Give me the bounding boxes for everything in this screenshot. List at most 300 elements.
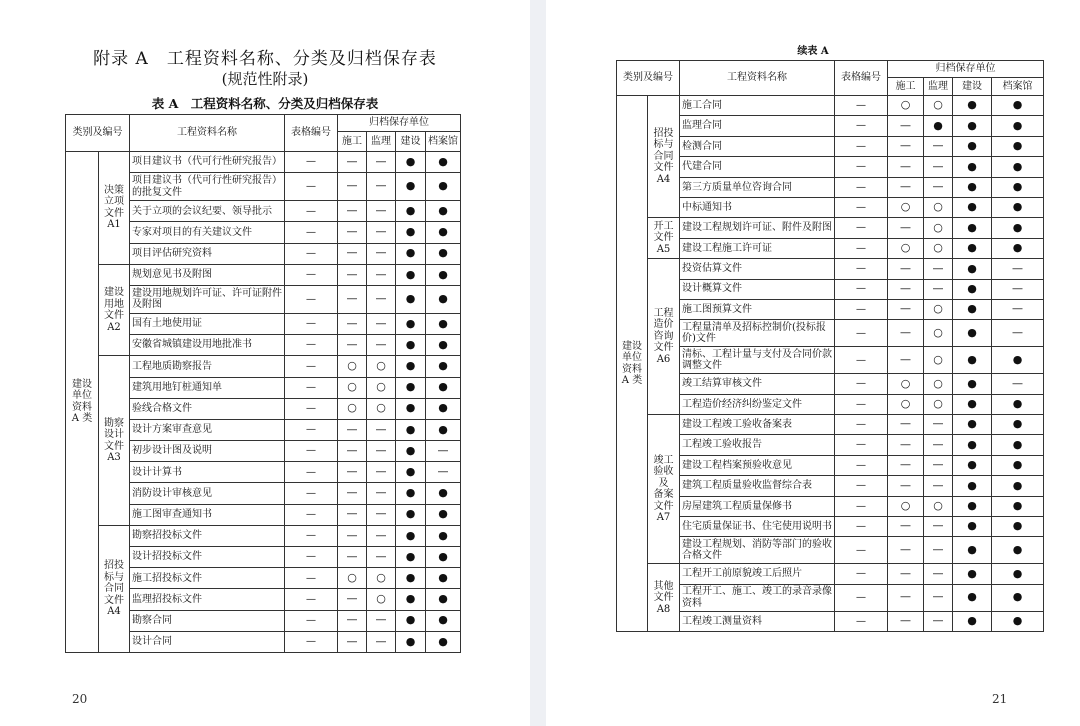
archive-mark: ● [1012,417,1023,431]
archive-mark: ● [1012,159,1023,173]
mark-cell-owner [953,435,992,455]
form-number-cell: — [285,152,338,173]
form-number-cell: — [285,173,338,201]
document-name-cell: 代建合同 [680,157,835,177]
mark-cell-construction [888,347,924,374]
archive-mark: ● [967,352,977,366]
document-name-cell: 清标、工程计量与支付及合同价款调整文件 [680,347,835,374]
archive-mark: — [932,139,944,153]
mark-cell-owner [953,415,992,435]
mark-cell-construction [888,435,924,455]
mark-cell-construction [888,259,924,279]
table-row [617,157,1044,177]
mark-cell-owner [396,589,426,610]
mark-cell-archive [992,415,1044,435]
table-row [617,435,1044,455]
archive-mark: ● [438,267,448,281]
mark-cell-supervision [367,398,396,419]
mark-cell-archive [992,218,1044,238]
mark-cell-archive [426,419,461,440]
form-number-cell: — [285,264,338,285]
archive-mark: — [375,443,387,457]
archive-mark: ○ [900,499,911,513]
archive-mark: ○ [347,380,357,394]
archive-mark: ○ [900,241,911,255]
header-unit-owner: 建设 [396,132,426,152]
mark-cell-archive [426,152,461,173]
archive-mark: — [437,443,449,457]
archive-mark: ● [405,528,416,542]
mark-cell-supervision [924,218,953,238]
mark-cell-construction [888,476,924,496]
archive-mark: ● [967,139,977,153]
mark-cell-owner [953,136,992,156]
document-name-cell: 工程量清单及招标控制价(投标报价)文件 [680,320,835,347]
archive-mark: ● [1012,139,1023,153]
archive-mark: ● [967,417,977,431]
archive-mark: — [932,437,944,451]
archive-mark: — [900,352,911,366]
archive-mark: ● [967,376,977,390]
archive-mark: ○ [933,352,943,366]
header-category: 类别及编号 [617,61,680,96]
archive-mark: ● [438,634,448,648]
archive-mark: ● [967,566,977,580]
archive-mark: ● [1012,200,1023,214]
table-row [617,496,1044,516]
archive-mark: — [375,337,387,351]
mark-cell-archive [426,589,461,610]
form-number-cell: — [835,394,888,414]
archive-mark: ● [405,203,416,217]
table-row [66,525,461,546]
mark-cell-archive [426,398,461,419]
archive-mark: — [346,613,358,627]
mark-cell-owner [953,279,992,299]
archive-mark: — [932,261,944,275]
header-unit-supervision: 监理 [924,78,953,96]
archive-mark: — [900,417,911,431]
document-name-cell: 施工招投标文件 [130,568,285,589]
table-row [617,238,1044,258]
mark-cell-construction [338,173,367,201]
archive-mark: — [900,302,911,316]
archive-mark: — [932,159,944,173]
header-unit-supervision: 监理 [367,132,396,152]
form-number-cell: — [285,335,338,356]
mark-cell-archive [992,96,1044,116]
document-name-cell: 检测合同 [680,136,835,156]
form-number-cell: — [835,157,888,177]
form-number-cell: — [835,584,888,611]
table-row [617,279,1044,299]
mark-cell-supervision [924,517,953,537]
archive-mark: — [900,590,911,604]
archive-mark: — [375,613,387,627]
mark-cell-supervision [924,584,953,611]
document-name-cell: 建筑用地钉桩通知单 [130,377,285,398]
archive-mark: — [900,139,911,153]
mark-cell-supervision [924,157,953,177]
archive-mark: ○ [347,570,357,584]
mark-cell-owner [396,356,426,377]
table-row [66,264,461,285]
form-number-cell: — [835,320,888,347]
mark-cell-owner [396,377,426,398]
archive-mark: ● [1012,543,1023,557]
mark-cell-archive [992,374,1044,394]
archive-mark: ● [967,159,977,173]
archive-mark: ● [405,443,416,457]
form-number-cell: — [835,517,888,537]
table-row [617,455,1044,475]
header-unit-archive: 档案馆 [992,78,1044,96]
mark-cell-archive [426,483,461,504]
archive-mark: ● [1012,478,1023,492]
archive-mark: ● [967,179,977,193]
table-row [617,517,1044,537]
mark-cell-archive [992,394,1044,414]
document-name-cell: 安徽省城镇建设用地批准书 [130,335,285,356]
mark-cell-owner [953,584,992,611]
archive-mark: ● [967,118,977,132]
document-name-cell: 建设工程竣工验收备案表 [680,415,835,435]
mark-cell-owner [953,564,992,584]
archive-mark: ○ [376,359,386,373]
mark-cell-owner [953,157,992,177]
archive-mark: ● [967,543,977,557]
mark-cell-construction [338,335,367,356]
mark-cell-archive [992,136,1044,156]
archive-mark: ● [967,325,977,339]
header-archive: 归档保存单位 [888,61,1044,78]
document-name-cell: 第三方质量单位咨询合同 [680,177,835,197]
archive-mark: ○ [376,592,386,606]
group-label-cell: 勘察 设计 文件 A3 [99,356,130,526]
archive-mark: ● [967,437,977,451]
archive-mark: — [375,465,387,479]
mark-cell-supervision [367,568,396,589]
table-row [617,218,1044,238]
document-name-cell: 施工图预算文件 [680,299,835,319]
group-label-cell: 招投 标与 合同 文件 A4 [99,525,130,652]
mark-cell-archive [992,197,1044,217]
mark-cell-owner [953,116,992,136]
mark-cell-supervision [367,547,396,568]
archive-mark: — [900,437,911,451]
archive-mark: — [900,159,911,173]
mark-cell-owner [953,496,992,516]
mark-cell-archive [426,525,461,546]
archive-mark: — [900,458,911,472]
document-name-cell: 工程开工前原貌竣工后照片 [680,564,835,584]
archive-mark: — [375,203,387,217]
archive-mark: — [932,179,944,193]
archive-mark: ● [967,519,977,533]
table-row [66,356,461,377]
table-row [617,177,1044,197]
archive-mark: ● [438,549,448,563]
group-label-cell: 开工 文件 A5 [648,218,680,259]
mark-cell-construction [888,299,924,319]
document-name-cell: 项目建议书（代可行性研究报告） [130,152,285,173]
archive-mark: — [900,179,911,193]
mark-cell-owner [396,201,426,222]
mark-cell-construction [888,238,924,258]
mark-cell-supervision [367,243,396,264]
archive-mark: ● [1012,118,1023,132]
mark-cell-supervision [924,96,953,116]
archive-mark: — [900,281,911,295]
group-label-cell: 工程 造价 咨询 文件 A6 [648,259,680,415]
document-name-cell: 住宅质量保证书、住宅使用说明书 [680,517,835,537]
archive-mark: ● [1012,98,1023,112]
page-number: 21 [992,692,1008,706]
archive-mark: ● [967,478,977,492]
mark-cell-archive [992,279,1044,299]
table-row [617,374,1044,394]
archive-mark: ○ [933,376,943,390]
document-name-cell: 设计合同 [130,631,285,652]
mark-cell-construction [888,197,924,217]
header-archive: 归档保存单位 [338,115,461,132]
form-number-cell: — [285,377,338,398]
document-name-cell: 投资估算文件 [680,259,835,279]
mark-cell-construction [888,496,924,516]
archive-mark: — [346,225,358,239]
mark-cell-owner [396,152,426,173]
archive-mark: — [900,543,911,557]
archive-mark: ● [967,200,977,214]
archive-mark: ● [1012,458,1023,472]
archive-mark: — [375,549,387,563]
form-number-cell: — [285,398,338,419]
document-name-cell: 房屋建筑工程质量保修书 [680,496,835,516]
table-row [617,320,1044,347]
mark-cell-archive [426,377,461,398]
archive-mark: ● [405,465,416,479]
mark-cell-owner [953,96,992,116]
document-name-cell: 专家对项目的有关建议文件 [130,222,285,243]
archive-mark: ● [1012,499,1023,513]
archive-mark: — [346,465,358,479]
archive-mark: ● [438,292,448,306]
mark-cell-construction [888,218,924,238]
mark-cell-owner [953,611,992,631]
header-form: 表格编号 [285,115,338,152]
archive-mark: ● [405,592,416,606]
mark-cell-owner [953,238,992,258]
form-number-cell: — [285,589,338,610]
archive-mark: ○ [376,570,386,584]
document-name-cell: 建设用地规划许可证、许可证附件及附图 [130,285,285,313]
mark-cell-supervision [367,462,396,483]
mark-cell-supervision [367,419,396,440]
document-name-cell: 勘察合同 [130,610,285,631]
archive-mark: ● [967,590,977,604]
archive-mark: ○ [900,397,911,411]
archive-mark: — [346,634,358,648]
mark-cell-supervision [924,455,953,475]
header-name: 工程资料名称 [680,61,835,96]
mark-cell-construction [338,313,367,334]
main-category-cell: 建设 单位 资料 A 类 [617,96,648,632]
mark-cell-archive [426,313,461,334]
header-name: 工程资料名称 [130,115,285,152]
mark-cell-supervision [367,504,396,525]
main-category-cell: 建设 单位 资料 A 类 [66,152,99,653]
document-name-cell: 设计概算文件 [680,279,835,299]
mark-cell-owner [953,374,992,394]
archive-mark: — [900,118,911,132]
form-number-cell: — [285,441,338,462]
mark-cell-construction [888,584,924,611]
mark-cell-construction [888,415,924,435]
document-name-cell: 工程开工、施工、竣工的录音录像资料 [680,584,835,611]
mark-cell-owner [396,285,426,313]
mark-cell-construction [338,201,367,222]
mark-cell-construction [338,285,367,313]
archive-mark: — [1012,325,1023,339]
mark-cell-archive [992,564,1044,584]
mark-cell-archive [426,222,461,243]
form-number-cell: — [835,279,888,299]
archive-mark: ● [405,267,416,281]
mark-cell-owner [953,177,992,197]
archive-mark: — [375,422,387,436]
mark-cell-supervision [924,435,953,455]
archive-mark: — [346,267,358,281]
mark-cell-construction [338,152,367,173]
header-category: 类别及编号 [66,115,130,152]
archive-mark: ● [1012,179,1023,193]
mark-cell-owner [953,197,992,217]
archive-mark: — [900,566,911,580]
table-row [617,564,1044,584]
document-name-cell: 设计方案审查意见 [130,419,285,440]
archive-mark: ● [1012,220,1023,234]
mark-cell-supervision [367,356,396,377]
archive-mark: ● [405,422,416,436]
table-body-left [66,152,461,653]
form-number-cell: — [835,238,888,258]
archive-mark: ● [405,154,416,168]
mark-cell-owner [396,504,426,525]
archive-mark: — [375,634,387,648]
mark-cell-supervision [924,611,953,631]
mark-cell-construction [888,320,924,347]
archive-mark: ● [438,422,448,436]
archive-mark: — [375,486,387,500]
archive-mark: ○ [933,302,943,316]
mark-cell-owner [396,568,426,589]
mark-cell-owner [396,173,426,201]
archive-mark: ● [438,203,448,217]
mark-cell-supervision [924,394,953,414]
archive-mark: ○ [900,98,911,112]
mark-cell-owner [396,398,426,419]
archive-mark: — [437,465,449,479]
archive-mark: ○ [933,325,943,339]
document-name-cell: 工程地质勘察报告 [130,356,285,377]
group-label-cell: 其他 文件 A8 [648,564,680,632]
archive-mark: ○ [933,241,943,255]
mark-cell-construction [888,611,924,631]
mark-cell-supervision [924,564,953,584]
document-name-cell: 工程造价经济纠纷鉴定文件 [680,394,835,414]
group-label-cell: 建设 用地 文件 A2 [99,264,130,356]
mark-cell-construction [338,547,367,568]
mark-cell-supervision [367,377,396,398]
form-number-cell: — [285,222,338,243]
document-name-cell: 设计招投标文件 [130,547,285,568]
document-name-cell: 项目建议书（代可行性研究报告）的批复文件 [130,173,285,201]
table-row [617,415,1044,435]
table-row [617,476,1044,496]
archive-mark: ● [405,507,416,521]
mark-cell-archive [992,496,1044,516]
document-name-cell: 监理合同 [680,116,835,136]
form-number-cell: — [285,483,338,504]
archive-mark: ● [438,179,448,193]
mark-cell-archive [992,157,1044,177]
archive-mark: ● [967,458,977,472]
mark-cell-construction [338,243,367,264]
mark-cell-supervision [924,537,953,564]
archive-table-left [65,114,461,653]
archive-mark: ● [967,302,977,316]
mark-cell-owner [396,483,426,504]
mark-cell-construction [338,483,367,504]
archive-mark: ● [967,98,977,112]
archive-mark: — [932,543,944,557]
archive-mark: — [375,246,387,260]
mark-cell-archive [426,243,461,264]
archive-mark: ● [405,549,416,563]
form-number-cell: — [835,96,888,116]
mark-cell-owner [396,631,426,652]
table-row [66,152,461,173]
mark-cell-supervision [367,264,396,285]
archive-mark: ● [438,401,448,415]
mark-cell-supervision [367,313,396,334]
mark-cell-supervision [924,279,953,299]
mark-cell-archive [426,356,461,377]
archive-mark: — [346,507,358,521]
form-number-cell: — [285,313,338,334]
mark-cell-owner [396,243,426,264]
mark-cell-supervision [367,222,396,243]
table-row [617,136,1044,156]
archive-mark: ● [1012,519,1023,533]
mark-cell-construction [338,631,367,652]
archive-mark: ● [438,225,448,239]
mark-cell-archive [426,547,461,568]
archive-mark: — [900,478,911,492]
form-number-cell: — [835,564,888,584]
archive-mark: ● [405,337,416,351]
mark-cell-construction [338,222,367,243]
document-name-cell: 勘察招投标文件 [130,525,285,546]
archive-mark: — [346,443,358,457]
archive-mark: ● [933,118,943,132]
form-number-cell: — [835,197,888,217]
archive-mark: — [346,154,358,168]
group-label-cell: 招投 标与 合同 文件 A4 [648,96,680,218]
archive-mark: — [932,519,944,533]
mark-cell-archive [426,631,461,652]
left-page [0,0,530,726]
